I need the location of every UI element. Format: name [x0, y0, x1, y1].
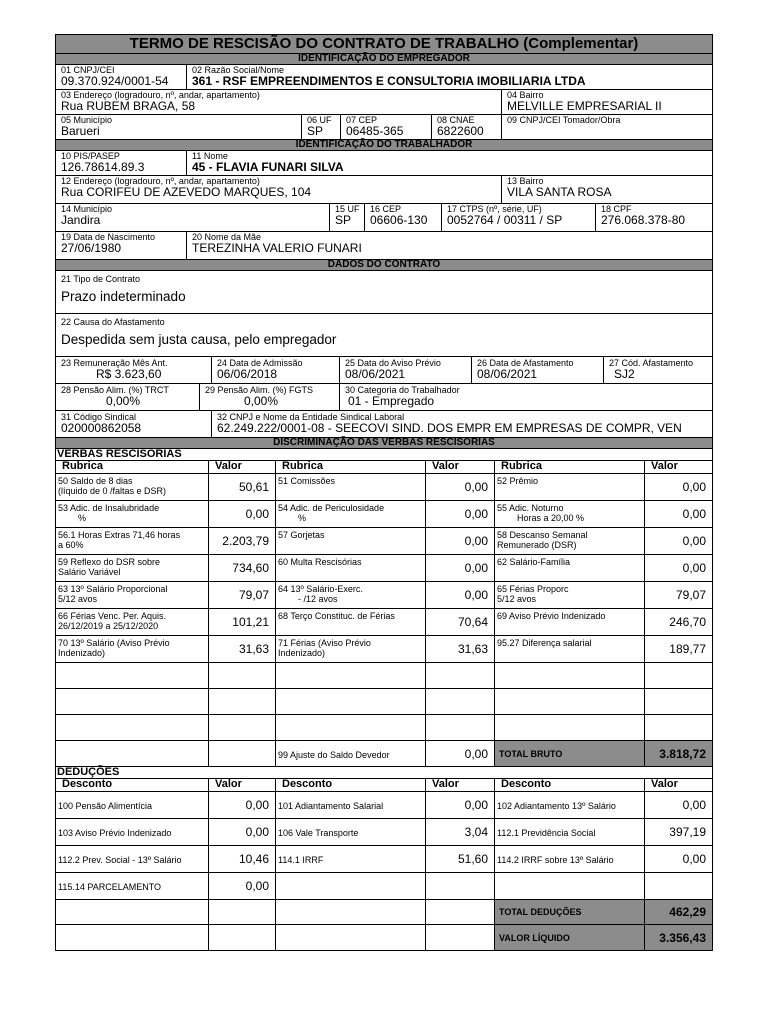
worker-ctps-cell: 17 CTPS (nº, série, UF) 0052764 / 00311 / SP: [442, 204, 596, 231]
rubrica-line: 51 Comissões: [278, 476, 336, 486]
employer-endereco: Rua RUBEM BRAGA, 58: [61, 99, 196, 113]
valor-cell: [645, 873, 713, 899]
verbas-total-row: [55, 741, 713, 767]
rubrica-line: 95.27 Diferença salarial: [497, 638, 592, 648]
worker-nome: 45 - FLAVIA FUNARI SILVA: [192, 160, 344, 174]
employer-endereco-cell: 03 Endereço (logradouro, nº, andar, apartamento) Rua RUBEM BRAGA, 58: [56, 90, 502, 114]
worker-pis-cell: 10 PIS/PASEP 126.78614.89.3: [56, 151, 187, 175]
valor-cell: 0,00: [426, 528, 495, 554]
contract-categoria-cell: 30 Categoria do Trabalhador 01 - Empregado: [340, 384, 713, 410]
total-bruto-label: TOTAL BRUTO: [495, 741, 645, 766]
section-breakdown: DISCRIMINAÇÃO DAS VERBAS RESCISORIAS: [55, 438, 713, 449]
employer-municipio-cell: 05 Município Barueri: [56, 115, 302, 139]
form-title: TERMO DE RESCISÃO DO CONTRATO DE TRABALHO (Complementar): [55, 34, 713, 54]
employer-uf-cell: 06 UF SP: [302, 115, 341, 139]
rubrica-line: 55 Adic. Noturno: [497, 503, 564, 513]
valor-cell: 0,00: [426, 582, 495, 608]
valor-cell: 0,00: [645, 474, 713, 500]
verbas-header: Rubrica Valor Rubrica Valor Rubrica Valor: [55, 461, 713, 474]
valor-cell: 79,07: [645, 582, 713, 608]
total-bruto-value: 3.818,72: [645, 741, 713, 766]
deducoes-row: [55, 792, 713, 819]
valor-liquido-label: VALOR LÍQUIDO: [495, 925, 645, 950]
liquido-row: [55, 925, 713, 951]
employer-cep-cell: 07 CEP 06485-365: [341, 115, 432, 139]
desconto-cell: 101 Adiantamento Salarial: [276, 792, 426, 818]
rubrica-line: %: [78, 513, 87, 523]
worker-cpf-cell: 18 CPF 276.068.378-80: [596, 204, 713, 231]
rubrica-line: Remunerado (DSR): [497, 540, 577, 550]
desconto-cell: 112.2 Prev. Social - 13º Salário: [56, 846, 209, 872]
rubrica-cell: [276, 474, 426, 500]
valor-cell: 0,00: [426, 474, 495, 500]
valor-cell: 3,04: [426, 819, 495, 845]
contract-afast-cell: 26 Data de Afastamento 08/06/2021: [472, 357, 604, 383]
valor-cell: 101,21: [209, 609, 276, 635]
rubrica-line: 65 Férias Proporc: [497, 584, 569, 594]
valor-cell: 79,07: [209, 582, 276, 608]
valor-cell: 734,60: [209, 555, 276, 581]
worker-bairro-cell: 13 Bairro VILA SANTA ROSA: [502, 176, 713, 203]
rubrica-line: 52 Prêmio: [497, 476, 539, 486]
rubrica-cell: [276, 528, 426, 554]
rubrica-cell: [495, 609, 645, 635]
desconto-cell: 115.14 PARCELAMENTO: [56, 873, 209, 899]
rubrica-line: Indenizado): [58, 648, 106, 658]
employer-bairro-cell: 04 Bairro MELVILLE EMPRESARIAL II: [502, 90, 713, 114]
rubrica-line: 64 13º Salário-Exerc.: [278, 584, 363, 594]
rubrica-cell: [495, 474, 645, 500]
valor-cell: 70,64: [426, 609, 495, 635]
rubrica-cell: [276, 555, 426, 581]
desconto-cell: 103 Aviso Prévio Indenizado: [56, 819, 209, 845]
rubrica-line: %: [298, 513, 307, 523]
valor-cell: 31,63: [426, 636, 495, 662]
contract-aviso-cell: 25 Data do Aviso Prévio 08/06/2021: [340, 357, 472, 383]
contract-tipo-cell: 21 Tipo de Contrato Prazo indeterminado: [56, 271, 713, 313]
section-employer: IDENTIFICAÇÃO DO EMPREGADOR: [55, 54, 713, 65]
rubrica-line: - /12 avos: [298, 594, 338, 604]
rubrica-cell: [276, 582, 426, 608]
deducoes-row: [55, 846, 713, 873]
worker-uf-cell: 15 UF SP: [330, 204, 365, 231]
rubrica-cell: [56, 501, 209, 527]
contract-pensao-trct-cell: 28 Pensão Alim. (%) TRCT 0,00%: [56, 384, 200, 410]
rubrica-line: Horas a 20,00 %: [517, 513, 585, 523]
ajuste-value: 0,00: [426, 741, 495, 766]
employer-cnpj-cell: 01 CNPJ/CEI 09.370.924/0001-54: [56, 65, 187, 89]
verbas-row: [55, 474, 713, 501]
rubrica-line: 58 Descanso Semanal: [497, 530, 588, 540]
employer-razao-cell: 02 Razão Social/Nome 361 - RSF EMPREENDIMENTOS E CONSULTORIA IMOBILIARIA LTDA: [187, 65, 713, 89]
deducoes-table: [55, 779, 713, 951]
verbas-row: [55, 636, 713, 663]
contract-causa-cell: 22 Causa do Afastamento Despedida sem justa causa, pelo empregador: [56, 314, 713, 356]
rubrica-line: 56.1 Horas Extras 71,46 horas: [58, 530, 181, 540]
valor-cell: 2.203,79: [209, 528, 276, 554]
valor-cell: 397,19: [645, 819, 713, 845]
verbas-title: VERBAS RESCISORIAS: [55, 449, 713, 461]
valor-cell: 0,00: [645, 792, 713, 818]
rubrica-line: 5/12 avos: [497, 594, 537, 604]
employer-tomador-cell: 09 CNPJ/CEI Tomador/Obra: [502, 115, 713, 139]
valor-cell: 50,61: [209, 474, 276, 500]
contract-pensao-fgts-cell: 29 Pensão Alim. (%) FGTS 0,00%: [200, 384, 340, 410]
desconto-cell: 114.1 IRRF: [276, 846, 426, 872]
valor-cell: 0,00: [426, 555, 495, 581]
rubrica-cell: [56, 474, 209, 500]
contract-cod-cell: 27 Cód. Afastamento SJ2: [604, 357, 713, 383]
valor-cell: [426, 873, 495, 899]
verbas-empty-row: [55, 663, 713, 689]
rubrica-cell: [495, 528, 645, 554]
section-worker: IDENTIFICAÇÃO DO TRABALHADOR: [55, 140, 713, 151]
contract-admissao-cell: 24 Data de Admissão 06/06/2018: [212, 357, 340, 383]
valor-liquido-value: 3.356,43: [645, 925, 713, 950]
rubrica-line: 50 Saldo de 8 dias: [58, 476, 133, 486]
rubrica-cell: [56, 582, 209, 608]
desconto-cell: 106 Vale Transporte: [276, 819, 426, 845]
valor-cell: 0,00: [645, 555, 713, 581]
worker-municipio-cell: 14 Município Jandira: [56, 204, 330, 231]
rubrica-line: 69 Aviso Prévio Indenizado: [497, 611, 606, 621]
worker-endereco-cell: 12 Endereço (logradouro, nº, andar, apartamento) Rua CORIFEU DE AZEVEDO MARQUES, 104: [56, 176, 502, 203]
desconto-cell: 114.2 IRRF sobre 13º Salário: [495, 846, 645, 872]
employer-cnpj: 09.370.924/0001-54: [61, 74, 169, 88]
rubrica-cell: [276, 636, 426, 662]
rubrica-cell: [495, 501, 645, 527]
worker-mae-cell: 20 Nome da Mãe TEREZINHA VALERIO FUNARI: [187, 232, 713, 259]
employer-bairro: MELVILLE EMPRESARIAL II: [507, 99, 662, 113]
worker-nome-cell: 11 Nome 45 - FLAVIA FUNARI SILVA: [187, 151, 713, 175]
valor-cell: 189,77: [645, 636, 713, 662]
verbas-row: [55, 582, 713, 609]
rubrica-cell: [495, 636, 645, 662]
deducoes-header: Desconto Valor Desconto Valor Desconto Valor: [55, 779, 713, 792]
valor-cell: 0,00: [426, 792, 495, 818]
rubrica-line: 26/12/2019 a 25/12/2020: [58, 621, 159, 631]
deducoes-row: [55, 873, 713, 900]
desconto-cell: [495, 873, 645, 899]
rubrica-cell: [276, 609, 426, 635]
rubrica-line: 62 Salário-Família: [497, 557, 571, 567]
valor-cell: 0,00: [209, 501, 276, 527]
rubrica-line: 53 Adic. de Insalubridade: [58, 503, 160, 513]
valor-cell: 0,00: [426, 501, 495, 527]
contract-remun-cell: 23 Remuneração Mês Ant. R$ 3.623,60: [56, 357, 212, 383]
rubrica-line: 60 Multa Rescisórias: [278, 557, 362, 567]
rubrica-cell: [56, 528, 209, 554]
desconto-cell: [276, 873, 426, 899]
desconto-cell: 102 Adiantamento 13º Salário: [495, 792, 645, 818]
verbas-row: [55, 609, 713, 636]
rubrica-line: Salário Variável: [58, 567, 121, 577]
valor-cell: 0,00: [645, 528, 713, 554]
verbas-table: [55, 461, 713, 767]
verbas-empty-row: [55, 689, 713, 715]
desconto-cell: 100 Pensão Alimentícia: [56, 792, 209, 818]
verbas-row: [55, 528, 713, 555]
section-contract: DADOS DO CONTRATO: [55, 260, 713, 271]
worker-nasc-cell: 19 Data de Nascimento 27/06/1980: [56, 232, 187, 259]
valor-cell: 51,60: [426, 846, 495, 872]
rubrica-line: 68 Terço Constituc. de Férias: [278, 611, 395, 621]
valor-cell: 0,00: [209, 792, 276, 818]
deducoes-title: DEDUÇÕES: [55, 767, 713, 779]
rubrica-cell: [276, 501, 426, 527]
valor-cell: 0,00: [645, 846, 713, 872]
valor-cell: 246,70: [645, 609, 713, 635]
valor-cell: 0,00: [209, 819, 276, 845]
valor-cell: 0,00: [645, 501, 713, 527]
rubrica-line: Indenizado): [278, 648, 326, 658]
rubrica-line: (líquido de 0 /faltas e DSR): [58, 486, 167, 496]
desconto-cell: 112.1 Previdência Social: [495, 819, 645, 845]
rubrica-line: 71 Férias (Aviso Prévio: [278, 638, 371, 648]
deducoes-row: [55, 819, 713, 846]
deducoes-total-row: [55, 900, 713, 925]
valor-cell: 0,00: [209, 873, 276, 899]
rubrica-line: 66 Férias Venc. Per. Aquis.: [58, 611, 167, 621]
verbas-row: [55, 501, 713, 528]
verbas-row: [55, 555, 713, 582]
rubrica-line: 59 Reflexo do DSR sobre: [58, 557, 161, 567]
rubrica-line: 57 Gorjetas: [278, 530, 325, 540]
employer-razao: 361 - RSF EMPREENDIMENTOS E CONSULTORIA IMOBILIARIA LTDA: [192, 74, 586, 88]
rubrica-cell: [495, 582, 645, 608]
employer-cnae-cell: 08 CNAE 6822600: [432, 115, 502, 139]
contract-sindical-cell: 31 Código Sindical 020000862058: [56, 411, 212, 437]
rubrica-cell: [495, 555, 645, 581]
rubrica-line: 70 13º Salário (Aviso Prévio: [58, 638, 170, 648]
rubrica-line: a 60%: [58, 540, 84, 550]
verbas-empty-row: [55, 715, 713, 741]
rubrica-line: 63 13º Salário Proporcional: [58, 584, 168, 594]
rubrica-cell: [56, 636, 209, 662]
valor-cell: 31,63: [209, 636, 276, 662]
rubrica-cell: [56, 555, 209, 581]
ajuste-label: 99 Ajuste do Saldo Devedor: [276, 741, 426, 766]
rubrica-line: 54 Adic. de Periculosidade: [278, 503, 385, 513]
valor-cell: 10,46: [209, 846, 276, 872]
rubrica-line: 5/12 avos: [58, 594, 98, 604]
rubrica-cell: [56, 609, 209, 635]
contract-entidade-cell: 32 CNPJ e Nome da Entidade Sindical Laboral 62.249.222/0001-08 - SEECOVI SIND. DOS EMPR EM EMPRESAS DE COMPR, VEN: [212, 411, 713, 437]
total-deducoes-label: TOTAL DEDUÇÕES: [495, 900, 645, 924]
trct-form: [55, 34, 713, 951]
total-deducoes-value: 462,29: [645, 900, 713, 924]
worker-cep-cell: 16 CEP 06606-130: [365, 204, 442, 231]
